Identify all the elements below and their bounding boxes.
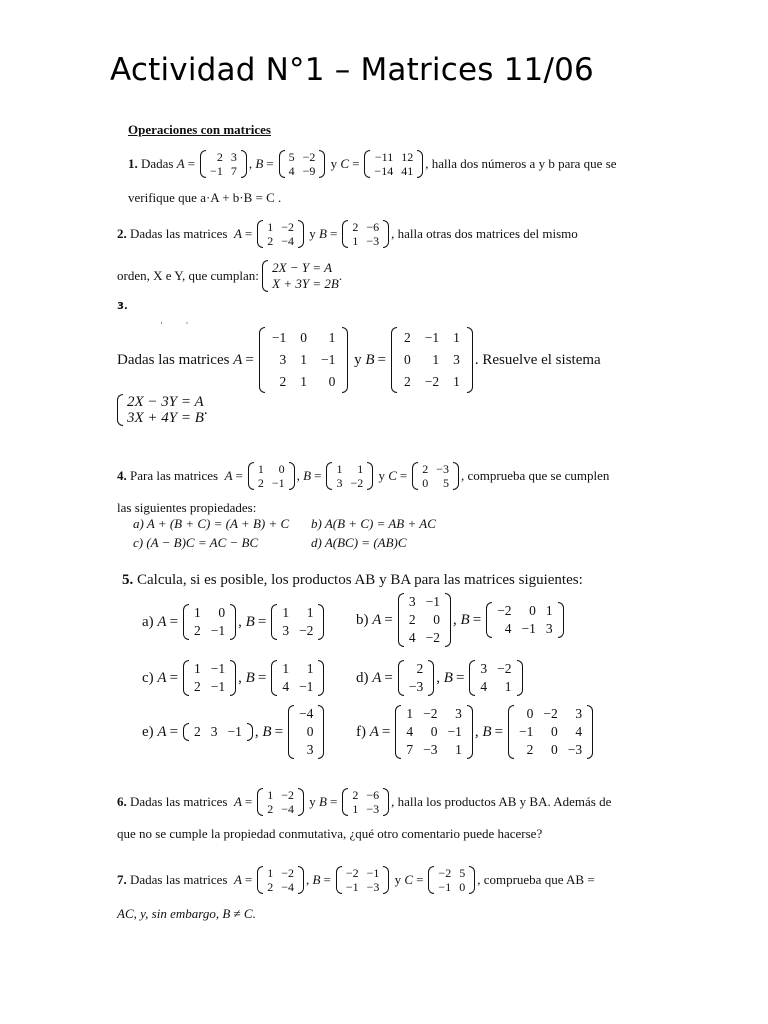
matrix-entries (514, 705, 587, 759)
exercise-5e: e) A = 2 3 −1 , B = −4 0 3 (142, 705, 326, 759)
problem-6-line-2 (117, 826, 542, 842)
matrix-entry: −1 (519, 724, 534, 739)
matrix-entries (434, 866, 469, 894)
problem-text: , comprueba que se cumplen (461, 468, 610, 483)
matrix-c (412, 462, 459, 490)
matrix-entry: −2 (543, 706, 558, 721)
bracket-right (383, 788, 389, 816)
matrix-entry: −1 (271, 476, 285, 490)
matrix-entry: 0 (404, 352, 411, 367)
matrix-entry: −1 (210, 164, 223, 178)
stray-mark: · · (160, 318, 189, 328)
matrix-entry: −1 (227, 724, 242, 739)
matrix-entry: 3 (336, 476, 343, 490)
matrix-c (428, 866, 475, 894)
matrix-c (364, 150, 423, 178)
matrix-entry: −4 (281, 880, 295, 894)
problem-number: 5. (122, 572, 134, 588)
matrix-entry: 2 (267, 802, 274, 816)
matrix-entry: −3 (366, 802, 380, 816)
item-label: c) (142, 669, 154, 686)
equation: X + 3Y = 2B (272, 276, 339, 291)
matrix-entries (189, 660, 230, 696)
matrix-entry: 12 (401, 150, 414, 164)
matrix-entries (285, 150, 320, 178)
brace (117, 394, 123, 426)
matrix-entry: 1 (282, 605, 290, 620)
problem-2: 2. Dadas las matrices A = 1 −2 2 −4 y B = 2 −6 1 −3 , halla otras dos matrices del mismo (117, 220, 578, 248)
item-label: b) (356, 611, 369, 628)
matrix-entries (332, 462, 367, 490)
matrix-entry: −1 (447, 724, 462, 739)
matrix-entry: 0 (300, 330, 307, 345)
bracket-right (367, 462, 373, 490)
matrix-a (395, 705, 473, 759)
bracket-right (469, 866, 475, 894)
matrix-entry: 0 (218, 605, 226, 620)
problem-text: , halla dos números a y b para que se (425, 156, 617, 171)
matrix-entry: −14 (374, 164, 394, 178)
matrix-entries (263, 866, 298, 894)
matrix-entry: 2 (194, 679, 201, 694)
matrix-entries (263, 788, 298, 816)
exercise-5b: b) A = 3 −1 2 0 4 −2 , B = −2 0 1 4 −1 3 (356, 593, 566, 647)
problem-text: las siguientes propiedades: (117, 500, 257, 515)
matrix-entry: 1 (455, 742, 462, 757)
matrix-entries (277, 660, 318, 696)
problem-number: 1. (128, 156, 138, 171)
equation: 2X − Y = A (272, 260, 333, 275)
matrix-entries (370, 150, 417, 178)
matrix-entry: 4 (406, 724, 414, 739)
matrix-entry: 2 (404, 374, 411, 389)
problem-6: 6. Dadas las matrices A = 1 −2 2 −4 y B = 2 −6 1 −3 , halla los productos AB y BA. Además de (117, 788, 612, 816)
matrix-entries (418, 462, 453, 490)
bracket-right (467, 705, 473, 759)
matrix-entry: 4 (282, 679, 290, 694)
matrix-entry: −3 (436, 462, 450, 476)
item-label: e) (142, 723, 154, 740)
matrix-entries (189, 723, 247, 741)
matrix-entry: −1 (366, 866, 380, 880)
matrix-entry: 1 (300, 352, 307, 367)
matrix-entries (475, 660, 516, 696)
matrix-a (257, 220, 304, 248)
problem-1: 1. Dadas A = 2 3 −1 7 , B = 5 −2 4 −9 y C = −11 12 −14 41 , halla dos números a y b para que se (128, 150, 617, 178)
matrix-entry: −2 (497, 603, 512, 618)
matrix-entry: 1 (352, 802, 359, 816)
problem-text: Dadas (141, 156, 174, 171)
matrix-entries (404, 593, 445, 647)
bracket-right (298, 220, 304, 248)
matrix-entry: 1 (194, 605, 201, 620)
problem-number: 7. (117, 872, 127, 887)
problem-text: Calcula, si es posible, los productos AB y BA para las matrices siguientes: (137, 572, 583, 588)
matrix-entries (206, 150, 241, 178)
matrix-b (271, 604, 324, 640)
bracket-right (289, 462, 295, 490)
matrix-entry: 0 (526, 706, 534, 721)
property-d: d) A(BC) = (AB)C (311, 535, 407, 550)
problem-text: Dadas las matrices (130, 226, 228, 241)
matrix-entry: −2 (425, 630, 441, 645)
matrix-entry: 1 (282, 661, 290, 676)
matrix-entry: 3 (575, 706, 583, 721)
matrix-entry: 1 (406, 706, 414, 721)
matrix-entry: 0 (433, 612, 441, 627)
matrix-a (183, 723, 253, 741)
matrix-entry: −1 (320, 352, 336, 367)
matrix-entry: 1 (453, 330, 460, 345)
matrix-entry: −2 (281, 866, 295, 880)
page-title: Actividad N°1 – Matrices 11/06 (110, 52, 594, 88)
matrix-entry: 0 (459, 880, 466, 894)
matrix-entries (401, 705, 467, 759)
matrix-entry: 7 (230, 164, 237, 178)
matrix-entry: −1 (271, 330, 287, 345)
matrix-entry: −2 (438, 866, 452, 880)
problem-text: verifique que a·A + b·B = C . (128, 190, 282, 205)
matrix-a (398, 593, 451, 647)
matrix-entry: 5 (459, 866, 466, 880)
matrix-entry: 1 (504, 679, 512, 694)
exercise-5d: d) A = 2 −3 , B = 3 −2 4 1 (356, 660, 525, 696)
matrix-entry: −4 (299, 706, 314, 721)
matrix-entry: −2 (423, 706, 438, 721)
property-b: b) A(B + C) = AB + AC (311, 516, 436, 531)
matrix-entry: 4 (288, 164, 295, 178)
matrix-entry: 2 (257, 476, 264, 490)
matrix-entries (263, 220, 298, 248)
matrix-a (257, 788, 304, 816)
problem-number: 6. (117, 794, 127, 809)
matrix-entry: −2 (299, 623, 314, 638)
matrix-entries (342, 866, 384, 894)
item-label: a) (142, 613, 154, 630)
item-label: f) (356, 723, 366, 740)
matrix-entry: −2 (497, 661, 512, 676)
matrix-entries (348, 220, 383, 248)
problem-text: , comprueba que AB = (477, 872, 595, 887)
matrix-b (342, 788, 389, 816)
matrix-entry: −3 (366, 234, 380, 248)
matrix-entry: 3 (230, 150, 237, 164)
matrix-entry: 1 (352, 234, 359, 248)
problem-number: 2. (117, 226, 127, 241)
problem-5 (122, 572, 583, 589)
problem-number: 3. (117, 301, 128, 312)
matrix-entry: −1 (210, 661, 226, 676)
matrix-entry: 0 (328, 374, 336, 389)
bracket-right (383, 866, 389, 894)
bracket-right (587, 705, 593, 759)
matrix-entry: −2 (350, 476, 364, 490)
matrix-a (183, 604, 236, 640)
bracket-right (318, 705, 324, 759)
matrix-a (248, 462, 295, 490)
bracket-right (417, 150, 423, 178)
problem-7: 7. Dadas las matrices A = 1 −2 2 −4 , B = −2 −1 −1 −3 y C = −2 5 −1 0 , comprueba que AB = (117, 866, 595, 894)
matrix-entry: 3 (480, 661, 488, 676)
matrix-entries (265, 327, 343, 393)
bracket-right (383, 220, 389, 248)
exercise-5c: c) A = 1 −1 2 −1 , B = 1 1 4 −1 (142, 660, 326, 696)
matrix-entry: −3 (408, 679, 424, 694)
matrix-entry: 0 (551, 724, 558, 739)
matrix-entry: 7 (406, 742, 414, 757)
matrix-entry: 1 (267, 866, 274, 880)
matrix-b (288, 705, 324, 759)
matrix-entry: 3 (453, 352, 460, 367)
matrix-entry: −6 (366, 220, 380, 234)
matrix-entry: 2 (194, 623, 201, 638)
equation-system (117, 394, 204, 426)
bracket-right (230, 604, 236, 640)
equation: 3X + 4Y = B (127, 410, 204, 426)
matrix-entry: −1 (425, 594, 441, 609)
matrix-entry: 2 (267, 880, 274, 894)
bracket-right (318, 604, 324, 640)
problem-1-line-2 (128, 190, 281, 206)
problem-number: 4. (117, 468, 127, 483)
problem-4: 4. Para las matrices A = 1 0 2 −1 , B = 1 1 3 −2 y C = 2 −3 0 5 , comprueba que se cumplen (117, 462, 610, 490)
matrix-b (326, 462, 373, 490)
problem-text: Para las matrices (130, 468, 219, 483)
matrix-b (342, 220, 389, 248)
problem-text: AC, y, sin embargo, B ≠ C. (117, 906, 256, 921)
matrix-entry: −1 (299, 679, 314, 694)
matrix-entry: 3 (210, 724, 218, 739)
exercise-5f: f) A = 1 −2 3 4 0 −1 7 −3 1 , B = 0 −2 3 −1 0 4 2 0 −3 (356, 705, 595, 759)
bracket-right (558, 602, 564, 638)
matrix-entry: 41 (401, 164, 414, 178)
matrix-entry: 2 (352, 788, 359, 802)
matrix-entry: −2 (424, 374, 440, 389)
matrix-entries (397, 327, 467, 393)
matrix-entry: 3 (455, 706, 462, 721)
matrix-entry: 1 (545, 603, 553, 618)
bracket-right (445, 593, 451, 647)
matrix-entry: 0 (551, 742, 558, 757)
problem-text: que no se cumple la propiedad conmutativa, ¿qué otro comentario puede hacerse? (117, 826, 543, 841)
matrix-entry: 4 (575, 724, 583, 739)
matrix-entries (277, 604, 318, 640)
bracket-right (230, 660, 236, 696)
matrix-entry: −1 (424, 330, 440, 345)
matrix-entries (348, 788, 383, 816)
bracket-right (453, 462, 459, 490)
item-label: d) (356, 669, 369, 686)
matrix-entry: 0 (306, 724, 314, 739)
bracket-right (428, 660, 434, 696)
matrix-entry: 2 (408, 612, 416, 627)
brace (262, 260, 268, 292)
matrix-entry: 4 (480, 679, 488, 694)
matrix-entry: 2 (416, 661, 424, 676)
matrix-b (271, 660, 324, 696)
problem-text: Dadas las matrices (117, 351, 230, 368)
matrix-entry: −1 (345, 880, 359, 894)
equation: 2X − 3Y = A (127, 394, 204, 410)
matrix-entry: −3 (366, 880, 380, 894)
matrix-b (486, 602, 564, 638)
matrix-entry: 1 (306, 661, 314, 676)
matrix-entries (294, 705, 318, 759)
matrix-entries (492, 602, 558, 638)
exercise-5a: a) A = 1 0 2 −1 , B = 1 1 3 −2 (142, 604, 326, 640)
matrix-entry: 2 (279, 374, 287, 389)
section-heading: Operaciones con matrices (128, 122, 271, 137)
problem-text: Dadas las matrices (130, 872, 228, 887)
matrix-entry: −3 (567, 742, 583, 757)
matrix-entry: 3 (408, 594, 416, 609)
property-a: a) A + (B + C) = (A + B) + C (133, 516, 290, 531)
matrix-a (200, 150, 247, 178)
bracket-right (517, 660, 523, 696)
matrix-entry: 1 (257, 462, 264, 476)
bracket-right (342, 327, 348, 393)
matrix-entry: 3 (282, 623, 290, 638)
matrix-entry: 5 (288, 150, 295, 164)
matrix-entry: 1 (267, 788, 274, 802)
problem-text: , halla los productos AB y BA. Además de (391, 794, 612, 809)
matrix-entry: 0 (430, 724, 438, 739)
property-c: c) (A − B)C = AC − BC (133, 535, 259, 550)
matrix-b (336, 866, 390, 894)
bracket-right (247, 723, 253, 741)
matrix-a (183, 660, 236, 696)
matrix-entry: 2 (422, 462, 429, 476)
problem-4-line-2 (117, 500, 256, 516)
matrix-entry: 3 (306, 742, 314, 757)
matrix-entry: −1 (210, 623, 226, 638)
equation-system (262, 260, 339, 292)
problem-3: Dadas las matrices A = −1 0 1 3 1 −1 2 1 0 y B = 2 −1 1 0 1 3 2 −2 1 . Resuelve el sistema (117, 327, 601, 393)
matrix-entry: 1 (336, 462, 343, 476)
bracket-right (298, 788, 304, 816)
problem-text: . Resuelve el sistema (474, 351, 601, 368)
matrix-entry: 0 (529, 603, 536, 618)
matrix-entry: 4 (504, 621, 512, 636)
matrix-entry: 1 (300, 374, 307, 389)
matrix-entry: 1 (432, 352, 440, 367)
matrix-entry: −4 (281, 234, 295, 248)
bracket-right (318, 660, 324, 696)
matrix-entry: 2 (526, 742, 534, 757)
matrix-entry: −3 (423, 742, 438, 757)
matrix-entry: 1 (306, 605, 314, 620)
matrix-entry: −1 (438, 880, 452, 894)
matrix-a (398, 660, 434, 696)
matrix-entries (404, 660, 428, 696)
matrix-entry: −4 (281, 802, 295, 816)
problem-7-line-2 (117, 906, 256, 922)
matrix-entry: 2 (216, 150, 223, 164)
matrix-entry: −2 (281, 220, 295, 234)
matrix-entry: −2 (302, 150, 316, 164)
bracket-right (467, 327, 473, 393)
bracket-right (298, 866, 304, 894)
matrix-entry: 0 (278, 462, 285, 476)
matrix-entry: 2 (267, 234, 274, 248)
matrix-a (257, 866, 304, 894)
matrix-entry: 1 (357, 462, 364, 476)
matrix-entry: 3 (279, 352, 287, 367)
problem-3-system: 2X − 3Y = A 3X + 4Y = B . (117, 394, 208, 426)
matrix-entry: 0 (422, 476, 429, 490)
matrix-b (279, 150, 326, 178)
matrix-entries (189, 604, 230, 640)
problem-2-line-2: orden, X e Y, que cumplan: 2X − Y = A X + 3Y = 2B . (117, 260, 343, 291)
problem-text: Dadas las matrices (130, 794, 228, 809)
matrix-b (508, 705, 593, 759)
matrix-b (469, 660, 522, 696)
matrix-entry: −1 (521, 621, 536, 636)
problem-text: , halla otras dos matrices del mismo (391, 226, 578, 241)
matrix-entry: 2 (352, 220, 359, 234)
matrix-entry: −11 (374, 150, 394, 164)
bracket-right (319, 150, 325, 178)
matrix-entry: 1 (194, 661, 201, 676)
matrix-entries (254, 462, 289, 490)
matrix-b (391, 327, 473, 393)
matrix-entry: 5 (443, 476, 450, 490)
matrix-entry: 2 (194, 724, 201, 739)
matrix-entry: −1 (210, 679, 226, 694)
matrix-a (259, 327, 349, 393)
matrix-entry: 2 (404, 330, 411, 345)
matrix-entry: 1 (267, 220, 274, 234)
matrix-entry: 3 (545, 621, 553, 636)
matrix-entry: −2 (281, 788, 295, 802)
problem-text: orden, X e Y, que cumplan: (117, 268, 259, 283)
bracket-right (241, 150, 247, 178)
matrix-entry: −9 (302, 164, 316, 178)
matrix-entry: 4 (408, 630, 416, 645)
matrix-entry: −6 (366, 788, 380, 802)
matrix-entry: 1 (453, 374, 460, 389)
matrix-entry: −2 (345, 866, 359, 880)
matrix-entry: 1 (328, 330, 336, 345)
